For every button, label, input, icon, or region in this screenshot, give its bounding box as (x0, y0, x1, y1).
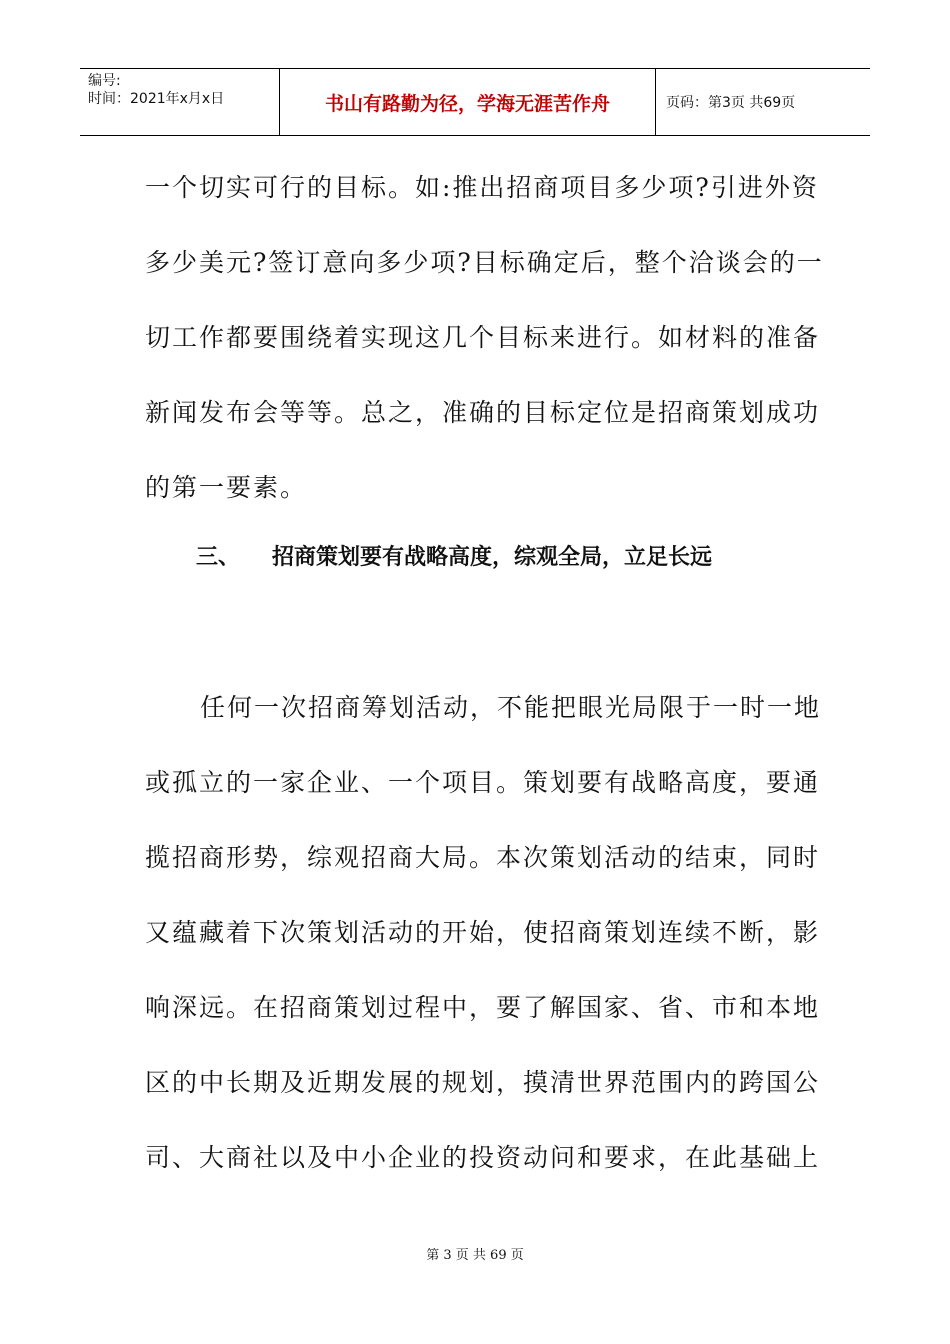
paragraph-line: 新闻发布会等等。总之，准确的目标定位是招商策划成功 (145, 398, 821, 427)
document-number-label: 编号: (88, 73, 121, 89)
header-motto: 书山有路勤为径，学海无涯苦作舟 (280, 69, 656, 135)
paragraph-line: 的第一要素。 (145, 473, 308, 502)
paragraph-line: 切工作都要围绕着实现这几个目标来进行。如材料的准备 (145, 323, 821, 352)
section-heading (196, 536, 712, 580)
paragraph-2 (145, 670, 822, 1195)
paragraph-line: 任何一次招商筹划活动，不能把眼光局限于一时一地 (173, 693, 822, 722)
document-date: 时间：2021年x月x日 (88, 91, 225, 107)
paragraph-line: 多少美元?签订意向多少项?目标确定后，整个洽谈会的一 (145, 248, 824, 277)
paragraph-line: 司、大商社以及中小企业的投资动问和要求，在此基础上 (145, 1143, 821, 1172)
paragraph-line: 又蕴藏着下次策划活动的开始，使招商策划连续不断，影 (145, 918, 821, 947)
paragraph-line: 揽招商形势，综观招商大局。本次策划活动的结束，同时 (145, 843, 821, 872)
paragraph-line: 或孤立的一家企业、一个项目。策划要有战略高度，要通 (145, 768, 821, 797)
paragraph-1 (145, 150, 824, 525)
document-header (80, 68, 870, 136)
paragraph-line: 一个切实可行的目标。如:推出招商项目多少项?引进外资 (145, 173, 819, 202)
section-title: 招商策划要有战略高度，综观全局，立足长远 (272, 545, 713, 570)
paragraph-line: 区的中长期及近期发展的规划，摸清世界范围内的跨国公 (145, 1068, 821, 1097)
header-meta-cell (80, 69, 280, 135)
paragraph-line: 响深远。在招商策划过程中，要了解国家、省、市和本地 (145, 993, 821, 1022)
page-footer: 第 3 页 共 69 页 (426, 1248, 524, 1263)
section-number: 三、 (196, 545, 241, 570)
header-page-info: 页码：第3页 共69页 (666, 95, 796, 111)
